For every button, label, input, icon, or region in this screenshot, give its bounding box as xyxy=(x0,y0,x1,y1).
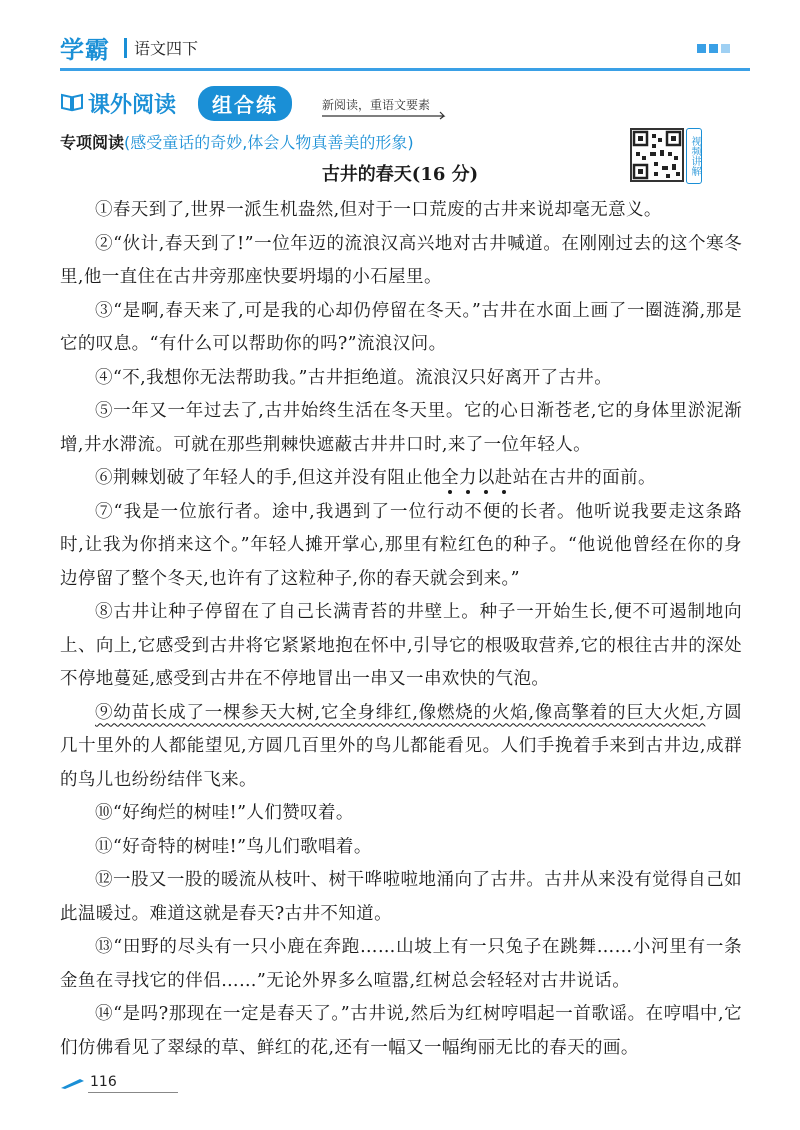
section-heading xyxy=(60,86,460,120)
dotted-char: 力 xyxy=(458,468,477,488)
paragraph-1: ①春天到了,世界一派生机盎然,但对于一口荒废的古井来说却毫无意义。 xyxy=(95,200,662,220)
paragraph-4: ④“不,我想你无法帮助我。”古井拒绝道。流浪汉只好离开了古井。 xyxy=(95,367,613,388)
book-icon xyxy=(60,92,84,112)
dotted-char: 全 xyxy=(441,468,459,488)
paragraph-3: ③“是啊,春天来了,可是我的心却仍停留在冬天。”古井在水面上画了一圈涟漪,那是它的叹息。“有什么可以帮助你的吗?”流浪汉问。 xyxy=(60,300,742,354)
paragraph-7: ⑦“我是一位旅行者。途中,我遇到了一位行动不便的长者。他听说我要走这条路时,让我为你捎来这个。”年轻人摊开掌心,那里有粒红色的种子。“他说他曾经在你的身边停留了整个冬天,也许有了这粒种子,你的春天就会到来。” xyxy=(60,501,742,589)
wavy-underlined-sentence: ⑨幼苗长成了一棵参天大树,它全身绯红,像燃烧的火焰,像高擎着的巨大火炬, xyxy=(95,702,706,723)
paragraph-10: ⑩“好绚烂的树哇!”人们赞叹着。 xyxy=(95,803,354,823)
section-note: 新阅读，重语文要素 xyxy=(322,98,431,112)
paragraph-12: ⑫一股又一股的暖流从枝叶、树干哗啦啦地涌向了古井。古井从来没有觉得自己如此温暖过。难道这就是春天?古井不知道。 xyxy=(60,870,742,924)
paragraph-6-after: 站在古井的面前。 xyxy=(512,468,656,488)
paragraph-5: ⑤一年又一年过去了,古井始终生活在冬天里。它的心日渐苍老,它的身体里淤泥渐增,井水滞流。可就在那些荆棘快遮蔽古井井口时,来了一位年轻人。 xyxy=(60,401,742,455)
footer-rule xyxy=(88,1092,178,1093)
qr-video-label[interactable]: 视频讲解 xyxy=(686,128,702,184)
topic-label: 专项阅读 xyxy=(60,133,125,152)
dotted-char: 赴 xyxy=(494,468,513,488)
page-number: 116 xyxy=(90,1074,117,1090)
paragraph-9-rest: 方圆几十里外的人都能望见,方圆几百里外的鸟儿都能看见。人们手挽着手来到古井边,成群的鸟儿也纷纷结伴飞来。 xyxy=(60,702,742,790)
story-title: 古井的春天(16 分) xyxy=(321,164,479,185)
page-footer xyxy=(60,1072,180,1094)
paragraph-11: ⑪“好奇特的树哇!”鸟儿们歌唱着。 xyxy=(95,836,372,857)
section-title: 课外阅读 xyxy=(88,93,177,118)
paragraph-9 xyxy=(60,697,742,798)
page-header xyxy=(60,28,750,66)
header-divider xyxy=(60,68,750,71)
underline-arrow-icon xyxy=(322,110,452,120)
story-body xyxy=(60,194,742,1065)
section-pill: 组合练 xyxy=(198,86,292,121)
paragraph-6-before: ⑥荆棘划破了年轻人的手,但这并没有阻止他 xyxy=(95,468,442,488)
paragraph-6 xyxy=(60,462,742,496)
decor-squares xyxy=(697,44,730,53)
topic-line xyxy=(60,130,414,153)
paragraph-14: ⑭“是吗?那现在一定是春天了。”古井说,然后为红树哼唱起一首歌谣。在哼唱中,它们仿佛看见了翠绿的草、鲜红的花,还有一幅又一幅绚丽无比的春天的画。 xyxy=(60,1004,742,1058)
paragraph-2: ②“伙计,春天到了!”一位年迈的流浪汉高兴地对古井喊道。在刚刚过去的这个寒冬里,他一直住在古井旁那座快要坍塌的小石屋里。 xyxy=(60,233,742,287)
paragraph-8: ⑧古井让种子停留在了自己长满青苔的井壁上。种子一开始生长,便不可遏制地向上、向上,它感受到古井将它紧紧地抱在怀中,引导它的根吸取营养,它的根往古井的深处不停地蔓延,感受到古井在不停地冒出一串又一串欢快的气泡。 xyxy=(60,602,742,689)
paragraph-13: ⑬“田野的尽头有一只小鹿在奔跑……山坡上有一只兔子在跳舞……小河里有一条金鱼在寻找它的伴侣……”无论外界多么喧嚣,红树总会轻轻对古井说话。 xyxy=(60,937,742,991)
subject-label: 语文四下 xyxy=(134,39,199,58)
brand-logo: 学霸 xyxy=(60,36,110,64)
dotted-char: 以 xyxy=(476,468,495,488)
pen-icon xyxy=(60,1076,86,1090)
topic-note: (感受童话的奇妙,体会人物真善美的形象) xyxy=(124,133,414,152)
header-separator xyxy=(124,38,127,58)
